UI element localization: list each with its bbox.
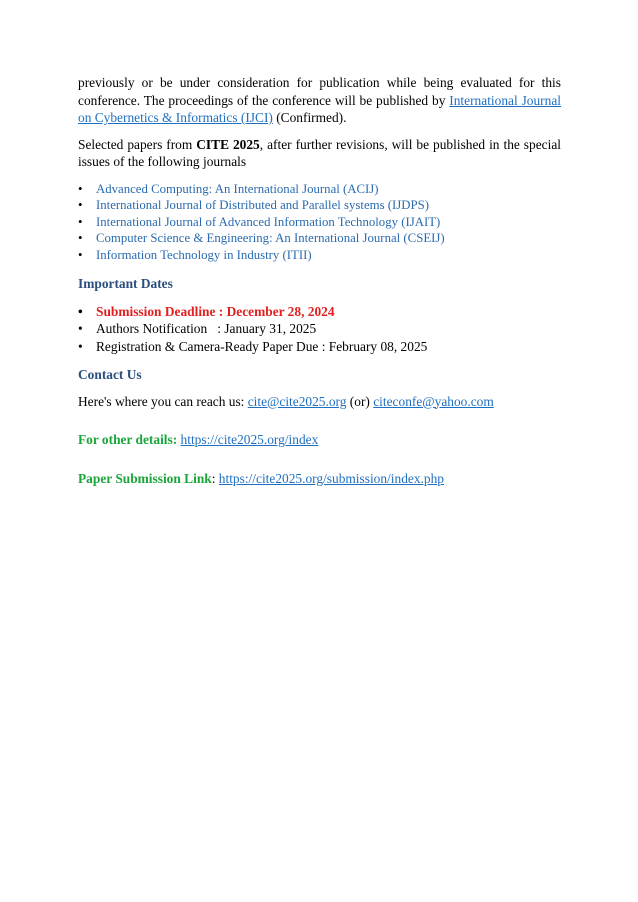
email-link-yahoo[interactable]: citeconfe@yahoo.com	[373, 393, 494, 409]
journal-list	[78, 181, 561, 264]
journal-item-cseij: • Computer Science & Engineering: An International Journal (CSEIJ)	[78, 230, 561, 247]
email-link-cite[interactable]: cite@cite2025.org	[247, 393, 347, 409]
intro-paragraph	[78, 74, 561, 127]
intro-text-2: (Confirmed).	[272, 110, 347, 125]
selected-papers-paragraph	[78, 136, 561, 171]
submission-link[interactable]: https://cite2025.org/submission/index.php	[218, 470, 444, 486]
authors-notification-item: • Authors Notification : January 31, 2025	[78, 320, 561, 338]
contact-text-1: Here's where you can reach us:	[78, 393, 248, 409]
journal-item-ijdps: • International Journal of Distributed and Parallel systems (IJDPS)	[78, 197, 561, 214]
other-details-line	[78, 431, 561, 449]
selected-text-2: , after further revisions, will be published in the special issues of the following journals	[78, 136, 561, 169]
contact-line	[78, 393, 561, 411]
document-page	[78, 74, 561, 487]
selected-text-1: Selected papers from	[78, 136, 197, 152]
journal-item-ijait: • International Journal of Advanced Information Technology (IJAIT)	[78, 214, 561, 231]
journal-item-itii: • Information Technology in Industry (ITII)	[78, 247, 561, 264]
intro-text-1: previously or be under consideration for publication while being evaluated for this conference. The proceedings of the conference will be published by	[78, 75, 561, 108]
dates-list	[78, 303, 561, 356]
conference-name: CITE 2025	[196, 136, 260, 152]
important-dates-heading: Important Dates	[78, 276, 173, 291]
submission-colon: :	[211, 470, 219, 486]
index-link[interactable]: https://cite2025.org/index	[180, 432, 319, 447]
registration-item: • Registration & Camera-Ready Paper Due : February 08, 2025	[78, 338, 561, 356]
ijci-link[interactable]: International Journal on Cybernetics & Informatics (IJCI)	[78, 92, 561, 125]
journal-item-acij: • Advanced Computing: An International Journal (ACIJ)	[78, 181, 561, 198]
submission-deadline-item: • Submission Deadline : December 28, 2024	[78, 303, 561, 321]
submission-label: Paper Submission Link	[78, 470, 212, 486]
other-details-label: For other details:	[78, 432, 178, 447]
contact-text-2: (or)	[346, 393, 374, 409]
contact-heading: Contact Us	[78, 367, 142, 382]
submission-line	[78, 470, 561, 488]
